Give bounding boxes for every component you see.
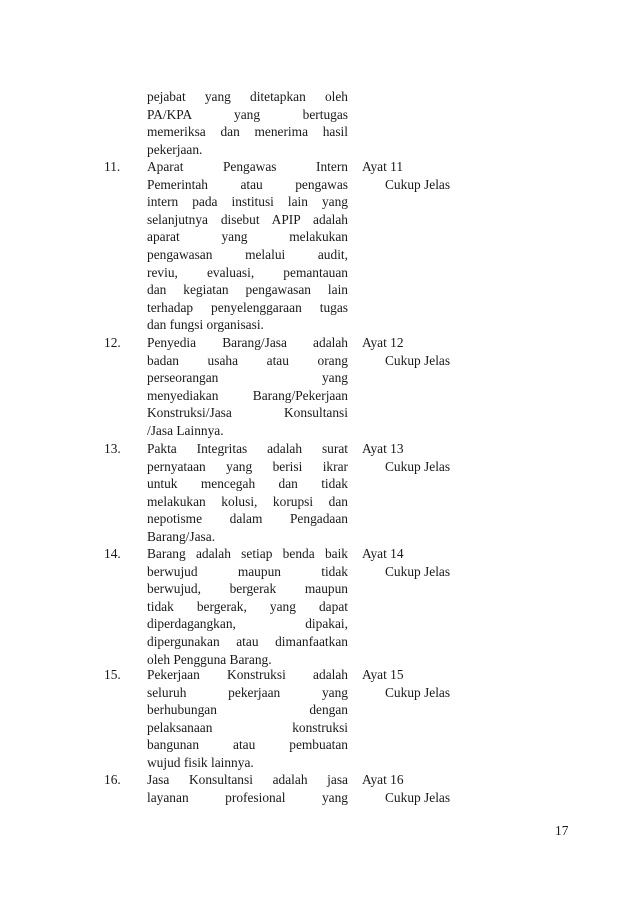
text-line: dipergunakan atau dimanfaatkan [147,633,348,649]
text-line: pejabat yang ditetapkan oleh [147,89,348,104]
entry-number: 13. [104,441,121,456]
entry-number: 14. [104,546,121,561]
text-line: tidak bergerak, yang dapat [147,598,348,614]
explanation-status: Cukup Jelas [385,563,451,579]
text-line: Penyedia Barang/Jasa adalah [147,335,348,350]
text-line: terhadap penyelenggaraan tugas [147,299,348,315]
ayat-label: Ayat 11 [362,159,404,174]
definition-text [147,440,348,546]
text-line: wujud fisik lainnya. [147,754,254,770]
text-line: berhubungan dengan [147,702,348,718]
text-line: Aparat Pengawas Intern [147,159,348,174]
text-line: pernyataan yang berisi ikrar [147,458,348,474]
text-line: nepotisme dalam Pengadaan [147,511,348,527]
text-line: dan kegiatan pengawasan lain [147,282,348,298]
explanation-status: Cukup Jelas [385,789,451,805]
text-line: /Jasa Lainnya. [147,422,224,438]
explanation [362,158,502,193]
explanation-status: Cukup Jelas [385,684,451,700]
explanation [362,334,502,369]
text-line: selanjutnya disebut APIP adalah [147,211,348,227]
explanation [362,440,502,475]
text-line: layanan profesional yang [147,789,348,805]
text-line: berwujud, bergerak maupun [147,581,348,597]
definition-text [147,334,348,440]
entry-number: 12. [104,335,121,350]
definition-text [147,771,348,806]
text-line: Pemerintah atau pengawas [147,176,348,192]
text-line: diperdagangkan, dipakai, [147,616,348,632]
text-line: dan fungsi organisasi. [147,317,264,333]
definition-text [147,88,348,158]
explanation [362,666,502,701]
explanation-status: Cukup Jelas [385,352,451,368]
text-line: Jasa Konsultansi adalah jasa [147,772,348,787]
entry-number: 11. [104,159,121,174]
text-line: Barang/Jasa. [147,528,216,544]
text-line: pengawasan melalui audit, [147,246,348,262]
text-line: seluruh pekerjaan yang [147,684,348,700]
text-line: reviu, evaluasi, pemantauan [147,264,348,280]
ayat-label: Ayat 12 [362,335,404,350]
ayat-label: Ayat 15 [362,667,404,682]
text-line: Barang adalah setiap benda baik [147,546,348,561]
text-line: bangunan atau pembuatan [147,737,348,753]
ayat-label: Ayat 14 [362,546,404,561]
entry-number: 15. [104,667,121,682]
text-line: oleh Pengguna Barang. [147,651,272,667]
page-number: 17 [555,823,569,838]
definition-text [147,545,348,668]
definition-text [147,158,348,334]
definition-text [147,666,348,772]
text-line: badan usaha atau orang [147,352,348,368]
explanation [362,771,502,806]
ayat-label: Ayat 13 [362,441,404,456]
text-line: aparat yang melakukan [147,229,348,245]
explanation-status: Cukup Jelas [385,458,451,474]
text-line: intern pada institusi lain yang [147,194,348,210]
text-line: pekerjaan. [147,141,203,157]
text-line: menyediakan Barang/Pekerjaan [147,387,348,403]
text-line: melakukan kolusi, korupsi dan [147,493,348,509]
text-line: berwujud maupun tidak [147,563,348,579]
ayat-label: Ayat 16 [362,772,404,787]
text-line: Pekerjaan Konstruksi adalah [147,667,348,682]
text-line: PA/KPA yang bertugas [147,106,348,122]
text-line: pelaksanaan konstruksi [147,719,348,735]
text-line: memeriksa dan menerima hasil [147,124,348,140]
text-line: Pakta Integritas adalah surat [147,441,348,456]
text-line: untuk mencegah dan tidak [147,476,348,492]
text-line: Konstruksi/Jasa Konsultansi [147,405,348,421]
explanation [362,545,502,580]
entry-number: 16. [104,772,121,787]
explanation-status: Cukup Jelas [385,176,451,192]
text-line: perseorangan yang [147,370,348,386]
